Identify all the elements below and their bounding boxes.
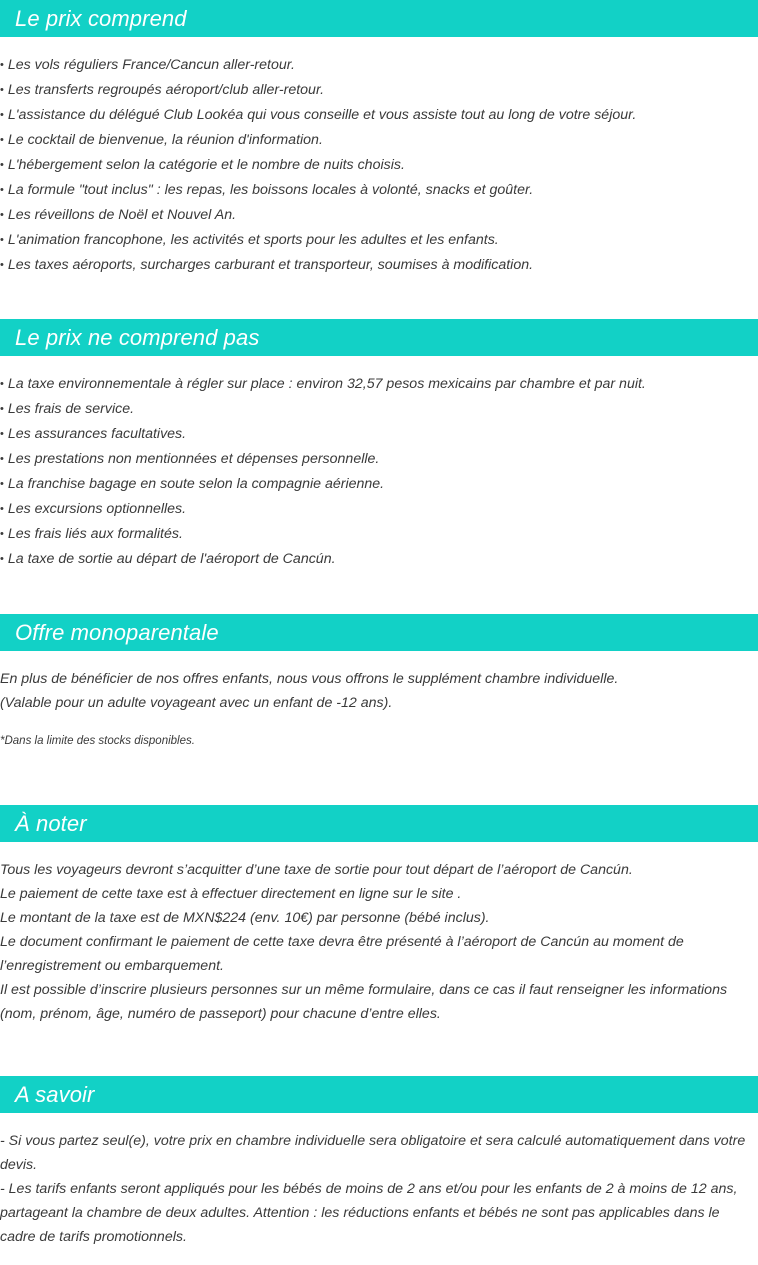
single-parent-footnote: *Dans la limite des stocks disponibles. (0, 735, 195, 747)
bullet-icon: • (0, 59, 4, 71)
note-paragraph: Le montant de la taxe est de MXN$224 (env. 10€) par personne (bébé inclus). (0, 910, 490, 926)
single-parent-text-2: (Valable pour un adulte voyageant avec un enfant de -12 ans). (0, 695, 393, 711)
note-paragraph: Tous les voyageurs devront s’acquitter d’une taxe de sortie pour tout départ de l’aéroport de Cancún. (0, 862, 633, 878)
section-header-note (0, 805, 758, 842)
list-item: • L'hébergement selon la catégorie et le nombre de nuits choisis. (0, 157, 405, 173)
bullet-icon: • (0, 553, 4, 565)
list-item: • La formule "tout inclus" : les repas, les boissons locales à volonté, snacks et goûter. (0, 182, 534, 198)
bullet-icon: • (0, 209, 4, 221)
section-header-included (0, 0, 758, 37)
bullet-icon: • (0, 234, 4, 246)
section-title-know: A savoir (15, 1082, 95, 1107)
bullet-icon: • (0, 428, 4, 440)
list-item: • L'assistance du délégué Club Lookéa qui vous conseille et vous assiste tout au long de votre séjour. (0, 107, 637, 123)
list-item: • Les excursions optionnelles. (0, 501, 187, 517)
bullet-icon: • (0, 378, 4, 390)
not-included-list (0, 372, 756, 572)
list-item: • La franchise bagage en soute selon la compagnie aérienne. (0, 476, 385, 492)
list-item: • Les assurances facultatives. (0, 426, 187, 442)
list-item: • Les réveillons de Noël et Nouvel An. (0, 207, 237, 223)
list-item: • Les frais liés aux formalités. (0, 526, 183, 542)
section-title-not-included: Le prix ne comprend pas (15, 325, 260, 350)
note-paragraph: Le document confirmant le paiement de cette taxe devra être présenté à l’aéroport de Cancún au moment de l’enregistrement ou embarquement. (0, 934, 684, 974)
section-body-note (0, 858, 756, 1026)
list-item: • Les transferts regroupés aéroport/club aller-retour. (0, 82, 325, 98)
list-item: • La taxe de sortie au départ de l'aéroport de Cancún. (0, 551, 336, 567)
list-item: • L'animation francophone, les activités et sports pour les adultes et les enfants. (0, 232, 499, 248)
section-body-single-parent (0, 667, 756, 749)
list-item: • La taxe environnementale à régler sur place : environ 32,57 pesos mexicains par chambre et par nuit. (0, 376, 646, 392)
bullet-icon: • (0, 528, 4, 540)
bullet-icon: • (0, 453, 4, 465)
list-item: • Les prestations non mentionnées et dépenses personnelle. (0, 451, 380, 467)
bullet-icon: • (0, 184, 4, 196)
bullet-icon: • (0, 403, 4, 415)
section-header-know (0, 1076, 758, 1113)
single-parent-text-1: En plus de bénéficier de nos offres enfants, nous vous offrons le supplément chambre individuelle. (0, 671, 619, 687)
bullet-icon: • (0, 478, 4, 490)
bullet-icon: • (0, 109, 4, 121)
note-paragraph: Il est possible d’inscrire plusieurs personnes sur un même formulaire, dans ce cas il faut renseigner les informations (nom, prénom, âge, numéro de passeport) pour chacune d’entre elles. (0, 982, 728, 1022)
bullet-icon: • (0, 159, 4, 171)
section-header-single-parent (0, 614, 758, 651)
note-paragraph: Le paiement de cette taxe est à effectuer directement en ligne sur le site . (0, 886, 462, 902)
section-body-included (0, 53, 756, 278)
bullet-icon: • (0, 259, 4, 271)
section-header-not-included (0, 319, 758, 356)
list-item: • Les vols réguliers France/Cancun aller-retour. (0, 57, 295, 73)
bullet-icon: • (0, 134, 4, 146)
section-body-know (0, 1129, 756, 1249)
section-title-included: Le prix comprend (15, 6, 187, 31)
section-body-not-included (0, 372, 756, 572)
list-item: • Les frais de service. (0, 401, 135, 417)
know-paragraph: - Les tarifs enfants seront appliqués pour les bébés de moins de 2 ans et/ou pour les enfants de 2 à moins de 12 ans, partageant la chambre de deux adultes. Attention : les réductions enfants et bébés ne sont pas applicables dans le cadre de tarifs promotionnels. (0, 1181, 738, 1245)
list-item: • Les taxes aéroports, surcharges carburant et transporteur, soumises à modification. (0, 257, 534, 273)
list-item: • Le cocktail de bienvenue, la réunion d'information. (0, 132, 323, 148)
section-title-single-parent: Offre monoparentale (15, 620, 219, 645)
section-title-note: À noter (15, 811, 87, 836)
know-paragraph: - Si vous partez seul(e), votre prix en chambre individuelle sera obligatoire et sera calculé automatiquement dans votre devis. (0, 1133, 746, 1173)
included-list (0, 53, 756, 278)
bullet-icon: • (0, 503, 4, 515)
bullet-icon: • (0, 84, 4, 96)
